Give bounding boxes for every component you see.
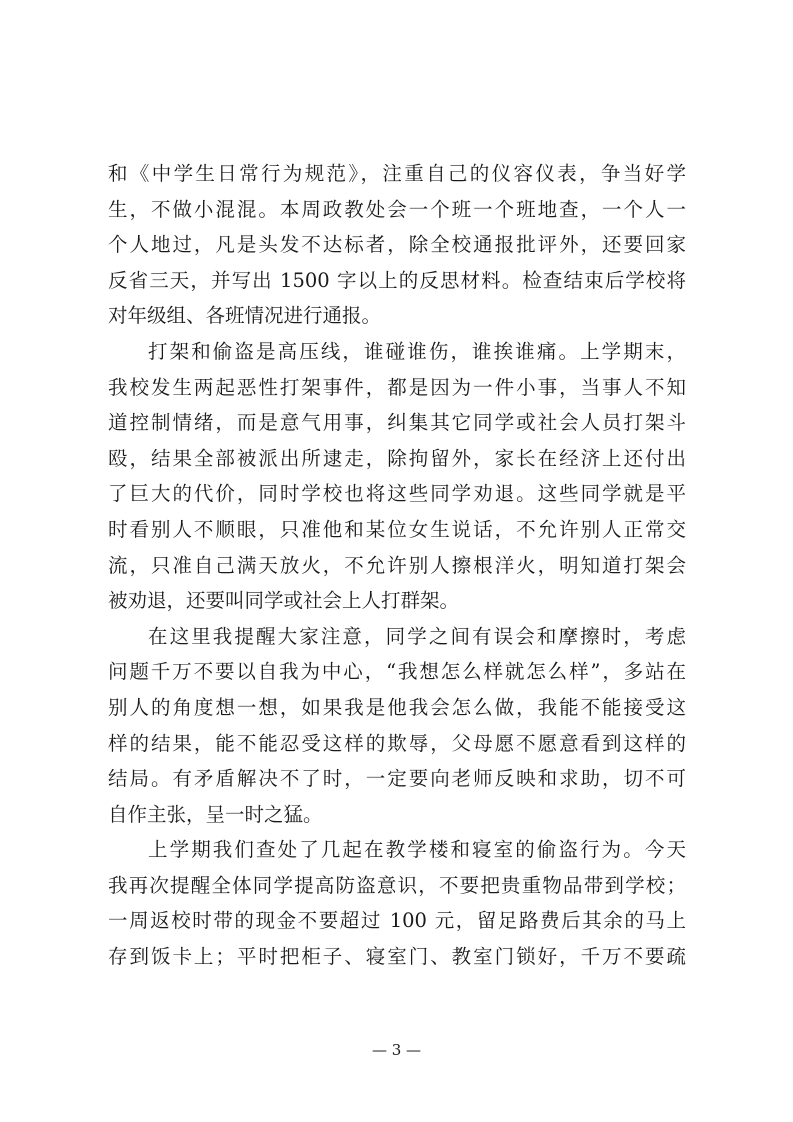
text-line: 别人的角度想一想，如果我是他我会怎么做，我能不能接受这 bbox=[108, 695, 686, 719]
page-number: — 3 — bbox=[371, 1041, 422, 1059]
text-line: 流，只准自己满天放火，不允许别人擦根洋火，明知道打架会 bbox=[108, 553, 686, 577]
text-line: 存到饭卡上；平时把柜子、寝室门、教室门锁好，千万不要疏 bbox=[108, 945, 686, 969]
text-line: 样的结果，能不能忍受这样的欺辱，父母愿不愿意看到这样的 bbox=[108, 731, 686, 755]
text-line: 我校发生两起恶性打架事件，都是因为一件小事，当事人不知 bbox=[108, 375, 686, 399]
text-line: 一周返校时带的现金不要超过 100 元，留足路费后其余的马上 bbox=[108, 909, 686, 933]
text-line: 道控制情绪，而是意气用事，纠集其它同学或社会人员打架斗 bbox=[108, 411, 686, 435]
text-line: 了巨大的代价，同时学校也将这些同学劝退。这些同学就是平 bbox=[108, 482, 686, 506]
text-line: 殴，结果全部被派出所逮走，除拘留外，家长在经济上还付出 bbox=[108, 446, 686, 470]
body-text bbox=[108, 156, 686, 975]
text-line: 反省三天，并写出 1500 字以上的反思材料。检查结束后学校将 bbox=[108, 268, 686, 292]
text-line: 自作主张，呈一时之猛。 bbox=[108, 802, 323, 826]
paragraph-first-line: 上学期我们查处了几起在教学楼和寝室的偷盗行为。今天 bbox=[148, 838, 686, 862]
paragraph-first-line: 打架和偷盗是高压线，谁碰谁伤，谁挨谁痛。上学期末， bbox=[148, 339, 686, 363]
text-line: 被劝退，还要叫同学或社会上人打群架。 bbox=[108, 589, 460, 613]
text-line: 对年级组、各班情况进行通报。 bbox=[108, 304, 382, 328]
text-line: 结局。有矛盾解决不了时，一定要向老师反映和求助，切不可 bbox=[108, 767, 686, 791]
text-line: 时看别人不顺眼，只准他和某位女生说话，不允许别人正常交 bbox=[108, 517, 686, 541]
text-line: 个人地过，凡是头发不达标者，除全校通报批评外，还要回家 bbox=[108, 233, 686, 257]
text-line: 我再次提醒全体同学提高防盗意识，不要把贵重物品带到学校； bbox=[108, 873, 686, 897]
text-line: 生，不做小混混。本周政教处会一个班一个班地查，一个人一 bbox=[108, 197, 686, 221]
text-line: 和《中学生日常行为规范》，注重自己的仪容仪表，争当好学 bbox=[108, 162, 686, 185]
text-line: 问题千万不要以自我为中心，“我想怎么样就怎么样”，多站在 bbox=[108, 660, 686, 684]
paragraph-first-line: 在这里我提醒大家注意，同学之间有误会和摩擦时，考虑 bbox=[148, 624, 686, 648]
